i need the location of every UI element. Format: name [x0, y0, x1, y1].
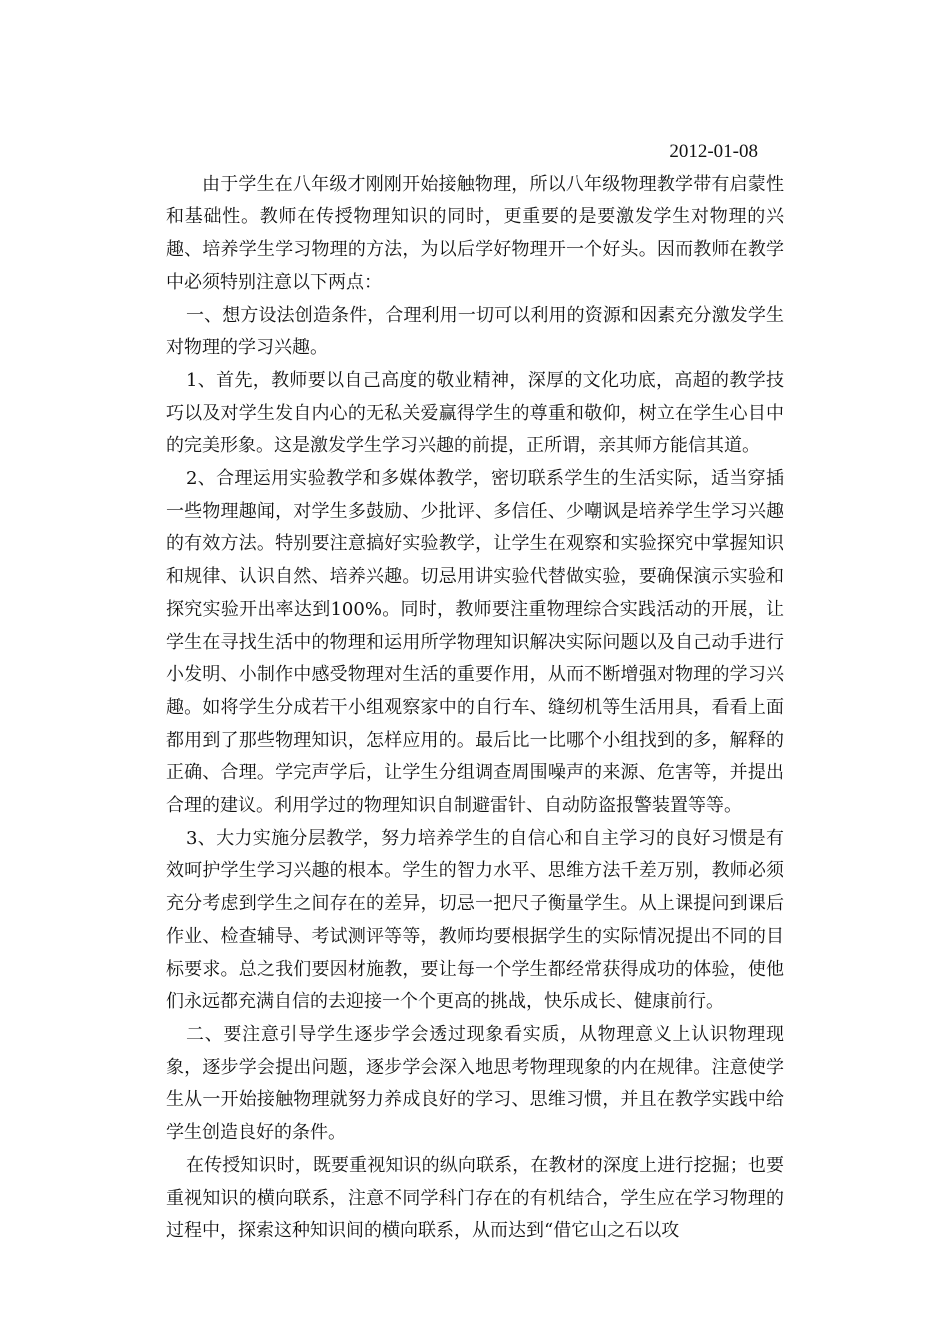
point-one-paragraph: 1、首先，教师要以自己高度的敬业精神，深厚的文化功底，高超的教学技巧以及对学生发自内心的无私关爱赢得学生的尊重和敬仰，树立在学生心目中的完美形象。这是激发学生学习兴趣的前提，正所谓，亲其师方能信其道。: [166, 369, 784, 457]
point-two-paragraph: 2、合理运用实验教学和多媒体教学，密切联系学生的生活实际，适当穿插一些物理趣闻，对学生多鼓励、少批评、多信任、少嘲讽是培养学生学习兴趣的有效方法。特别要注意搞好实验教学，让学生在观察和实验探究中掌握知识和规律、认识自然、培养兴趣。切忌用讲实验代替做实验，要确保演示实验和探究实验开出率达到100%。同时，教师要注重物理综合实践活动的开展，让学生在寻找生活中的物理和运用所学物理知识解决实际问题以及自己动手进行小发明、小制作中感受物理对生活的重要作用，从而不断增强对物理的学习兴趣。如将学生分成若干小组观察家中的自行车、缝纫机等生活用具，看看上面都用到了那些物理知识，怎样应用的。最后比一比哪个小组找到的多，解释的正确、合理。学完声学后，让学生分组调查周围噪声的来源、危害等，并提出合理的建议。利用学过的物理知识自制避雷针、自动防盗报警装置等等。: [166, 468, 784, 817]
section-two-paragraph: 二、要注意引导学生逐步学会透过现象看实质，从物理意义上认识物理现象，逐步学会提出问题，逐步学会深入地思考物理现象的内在规律。注意使学生从一开始接触物理就努力养成良好的学习、思维习惯，并且在教学实践中给学生创造良好的条件。: [166, 1023, 784, 1144]
document-date: 2012-01-08: [669, 141, 758, 162]
point-three-paragraph: 3、大力实施分层教学，努力培养学生的自信心和自主学习的良好习惯是有效呵护学生学习兴趣的根本。学生的智力水平、思维方法千差万别，教师必须充分考虑到学生之间存在的差异，切忌一把尺子衡量学生。从上课提问到课后作业、检查辅导、考试测评等等，教师均要根据学生的实际情况提出不同的目标要求。总之我们要因材施教，要让每一个学生都经常获得成功的体验，使他们永远都充满自信的去迎接一个个更高的挑战，快乐成长、健康前行。: [166, 827, 784, 1013]
intro-paragraph: 由于学生在八年级才刚刚开始接触物理，所以八年级物理教学带有启蒙性和基础性。教师在传授物理知识的同时，更重要的是要激发学生对物理的兴趣、培养学生学习物理的方法，为以后学好物理开一个好头。因而教师在教学中必须特别注意以下两点：: [166, 173, 784, 293]
section-one-heading: 一、想方设法创造条件，合理利用一切可以利用的资源和因素充分激发学生对物理的学习兴趣。: [166, 304, 784, 359]
knowledge-paragraph: 在传授知识时，既要重视知识的纵向联系，在教材的深度上进行挖掘；也要重视知识的横向联系，注意不同学科门存在的有机结合，学生应在学习物理的过程中，探索这种知识间的横向联系，从而达到“借它山之石以攻: [166, 1154, 784, 1242]
document-body: [166, 136, 784, 1248]
